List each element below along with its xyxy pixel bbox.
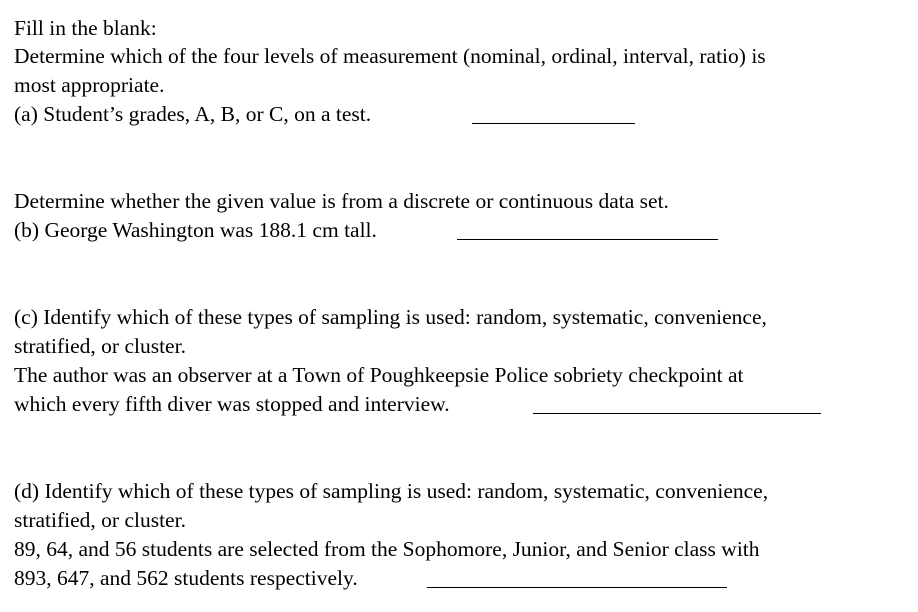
instruction-heading: Fill in the blank: bbox=[14, 16, 157, 40]
part-d-answer-blank[interactable] bbox=[427, 587, 727, 588]
part-c-question-line1: The author was an observer at a Town of Poughkeepsie Police sobriety checkpoint at bbox=[14, 363, 744, 387]
part-c-answer-blank[interactable] bbox=[533, 413, 821, 414]
part-d-prompt-line2: stratified, or cluster. bbox=[14, 508, 186, 532]
part-d-prompt-line1: (d) Identify which of these types of sampling is used: random, systematic, convenience, bbox=[14, 479, 769, 503]
part-d-question-line2: 893, 647, and 562 students respectively. bbox=[14, 566, 358, 590]
part-c-question-line2: which every fifth diver was stopped and interview. bbox=[14, 392, 450, 416]
part-a-prompt-line1: Determine which of the four levels of measurement (nominal, ordinal, interval, ratio) is bbox=[14, 44, 766, 68]
part-d-question-line1: 89, 64, and 56 students are selected from the Sophomore, Junior, and Senior class with bbox=[14, 537, 760, 561]
part-c-prompt-line2: stratified, or cluster. bbox=[14, 334, 186, 358]
part-a-question: (a) Student’s grades, A, B, or C, on a test. bbox=[14, 102, 372, 126]
part-a-answer-blank[interactable] bbox=[472, 123, 635, 124]
part-c-prompt-line1: (c) Identify which of these types of sampling is used: random, systematic, convenience, bbox=[14, 305, 767, 329]
part-b-question: (b) George Washington was 188.1 cm tall. bbox=[14, 218, 377, 242]
part-b-prompt: Determine whether the given value is from a discrete or continuous data set. bbox=[14, 189, 669, 213]
part-a-prompt-line2: most appropriate. bbox=[14, 73, 165, 97]
part-b-answer-blank[interactable] bbox=[457, 239, 718, 240]
